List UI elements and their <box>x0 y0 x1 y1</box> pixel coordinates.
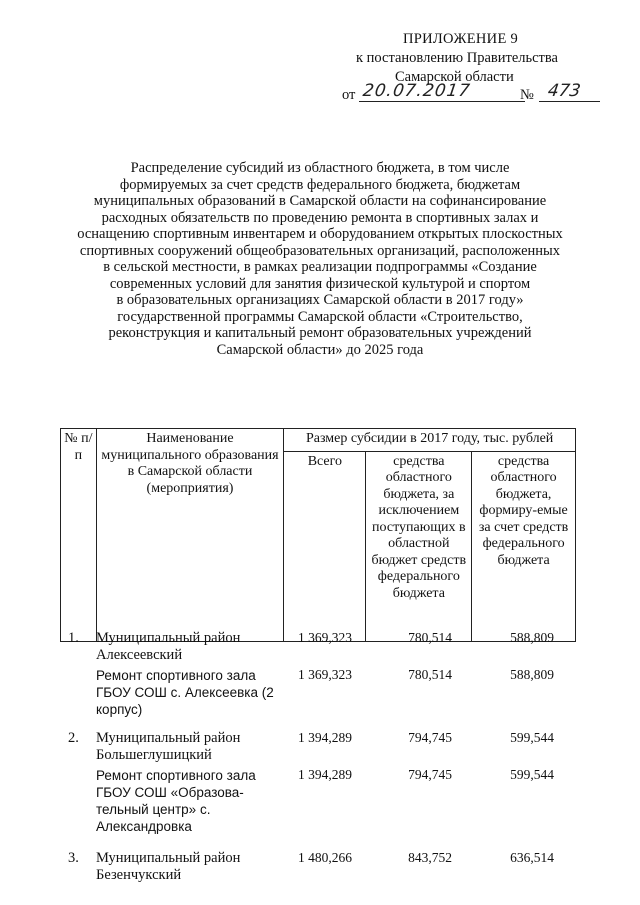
handwritten-number: 473 <box>546 81 582 101</box>
row-federal: 588,809 <box>510 630 554 645</box>
row-total: 1 369,323 <box>298 667 352 682</box>
header-municipality: Наименование муниципального образования в Самарской области (мероприятия) <box>96 429 284 642</box>
row-total: 1 394,289 <box>298 767 352 782</box>
subsidy-table-header <box>60 428 576 642</box>
row-name: Ремонт спортивного зала ГБОУ СОШ с. Алексеевка (2 корпус) <box>96 668 274 717</box>
date-underline <box>359 101 525 102</box>
handwritten-date: 20.07.2017 <box>361 81 472 101</box>
row-name: Ремонт спортивного зала ГБОУ СОШ «Образова-тельный центр» с. Александровка <box>96 768 256 834</box>
title-line: Распределение субсидий из областного бюджета, в том числе <box>130 160 510 176</box>
appendix-title: ПРИЛОЖЕНИЕ 9 <box>403 31 519 47</box>
title-line: формируемых за счет средств федерального бюджета, бюджетам <box>119 176 521 193</box>
row-total: 1 394,289 <box>298 730 352 745</box>
title-line: реконструкция и капитальный ремонт образовательных учреждений <box>108 325 532 341</box>
row-regional: 794,745 <box>408 730 452 745</box>
row-regional: 780,514 <box>408 630 452 645</box>
title-line: современных условий для занятия физической культурой и спортом <box>109 275 531 292</box>
header-subsidy-group: Размер субсидии в 2017 году, тыс. рублей <box>284 429 576 452</box>
title-line: расходных обязательств по проведению ремонта в спортивных залах и <box>101 209 539 226</box>
title-line: спортивных сооружений общеобразовательных организаций, расположенных <box>79 242 561 259</box>
appendix-decree-line: к постановлению Правительства <box>356 50 558 66</box>
title-line: Самарской области» до 2025 года <box>216 341 424 358</box>
title-line: государственной программы Самарской области «Строительство, <box>117 308 523 325</box>
document-title <box>60 160 580 358</box>
appendix-date-row <box>342 81 602 106</box>
row-federal: 599,544 <box>510 767 554 782</box>
appendix-region-line: Самарской области <box>395 69 514 85</box>
date-prefix: от <box>342 87 356 103</box>
row-federal: 599,544 <box>510 730 554 745</box>
row-regional: 780,514 <box>408 667 452 682</box>
row-federal: 636,514 <box>510 850 554 865</box>
title-line: оснащению спортивным инвентарем и оборудованием открытых плоскостных <box>77 226 563 242</box>
header-number: № п/п <box>61 429 97 642</box>
row-total: 1 369,323 <box>298 630 352 645</box>
row-name: Муниципальный район Безенчукский <box>96 850 241 883</box>
row-regional: 794,745 <box>408 767 452 782</box>
header-federal-funds: средства областного бюджета, формиру-емые за счет средств федерального бюджета <box>472 451 576 641</box>
title-line: муниципальных образований в Самарской области на софинансирование <box>93 193 547 209</box>
number-underline <box>539 101 600 102</box>
row-number: 1. <box>68 630 79 646</box>
title-line: в сельской местности, в рамках реализации подпрограммы «Создание <box>103 259 537 275</box>
title-line: в образовательных организациях Самарской области в 2017 году» <box>116 292 524 308</box>
row-number: 3. <box>68 850 79 866</box>
header-total: Всего <box>284 451 366 641</box>
row-total: 1 480,266 <box>298 850 352 865</box>
number-sign: № <box>520 87 534 103</box>
row-federal: 588,809 <box>510 667 554 682</box>
row-name: Муниципальный район Алексеевский <box>96 630 241 663</box>
header-regional-funds: средства областного бюджета, за исключением поступающих в областной бюджет средств федерального бюджета <box>366 451 472 641</box>
row-number: 2. <box>68 730 79 746</box>
row-name: Муниципальный район Большеглушицкий <box>96 730 241 763</box>
row-regional: 843,752 <box>408 850 452 865</box>
